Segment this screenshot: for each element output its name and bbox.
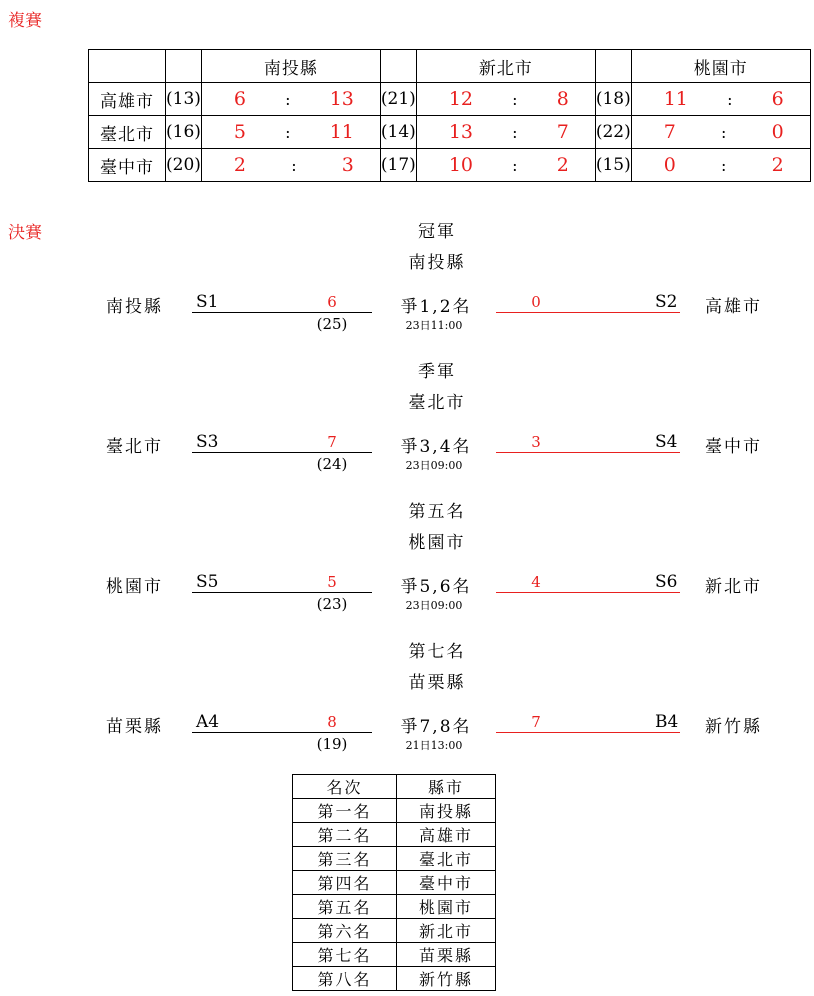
score-b: 2 — [556, 154, 569, 176]
right-seed: S4 — [655, 432, 678, 452]
score-cell — [201, 116, 380, 149]
match-time: 23日11:00 — [405, 319, 463, 332]
left-bracket-line — [192, 732, 372, 733]
right-seed: S6 — [655, 572, 678, 592]
match-label: 爭7,8名 — [400, 717, 472, 737]
place-winner: 臺北市 — [408, 393, 466, 413]
semifinal-title: 複賽 — [8, 11, 42, 31]
left-score: 7 — [327, 433, 337, 451]
rank-cell: 第四名 — [293, 871, 397, 895]
rank-cell: 第七名 — [293, 943, 397, 967]
table-row — [293, 847, 496, 871]
column-header: 縣市 — [397, 775, 496, 799]
semifinal-table — [88, 49, 811, 182]
colon: : — [727, 89, 733, 109]
match-time: 21日13:00 — [405, 739, 463, 752]
game-number: (24) — [316, 455, 348, 473]
match-label: 爭5,6名 — [400, 577, 472, 597]
game-number: (16) — [166, 116, 202, 149]
city-cell: 新北市 — [397, 919, 496, 943]
colon: : — [512, 155, 518, 175]
row-team: 臺北市 — [89, 116, 166, 149]
score-a: 2 — [233, 154, 246, 176]
city-cell: 臺北市 — [397, 847, 496, 871]
score-b: 0 — [771, 121, 784, 143]
game-number: (20) — [166, 149, 202, 182]
score-a: 5 — [233, 121, 246, 143]
table-row — [293, 799, 496, 823]
score-cell — [201, 149, 380, 182]
rank-cell: 第一名 — [293, 799, 397, 823]
right-team: 新北市 — [705, 577, 762, 597]
right-bracket-line — [496, 452, 680, 453]
game-number: (18) — [595, 83, 631, 116]
city-cell: 苗栗縣 — [397, 943, 496, 967]
table-row — [293, 967, 496, 991]
right-seed: B4 — [655, 712, 679, 732]
place-label: 第五名 — [408, 502, 466, 522]
right-team: 高雄市 — [705, 297, 762, 317]
right-bracket-line — [496, 732, 680, 733]
rank-cell: 第八名 — [293, 967, 397, 991]
colon: : — [721, 122, 727, 142]
place-winner: 桃園市 — [408, 533, 466, 553]
score-a: 13 — [448, 121, 473, 143]
score-cell — [631, 116, 810, 149]
left-seed: S1 — [196, 292, 219, 312]
score-cell — [416, 116, 595, 149]
table-row — [293, 895, 496, 919]
right-score: 4 — [531, 573, 541, 591]
colon: : — [285, 122, 291, 142]
left-seed: A4 — [196, 712, 220, 732]
colon: : — [285, 89, 291, 109]
score-b: 8 — [556, 88, 569, 110]
score-cell — [201, 83, 380, 116]
left-team: 臺北市 — [106, 437, 163, 457]
right-score: 0 — [531, 293, 541, 311]
table-row — [293, 919, 496, 943]
rank-cell: 第五名 — [293, 895, 397, 919]
place-winner: 南投縣 — [408, 253, 466, 273]
ranking-table — [292, 774, 496, 991]
left-seed: S5 — [196, 572, 219, 592]
rank-cell: 第六名 — [293, 919, 397, 943]
score-cell — [631, 83, 810, 116]
left-bracket-line — [192, 592, 372, 593]
left-score: 8 — [327, 713, 337, 731]
match-label: 爭1,2名 — [400, 297, 472, 317]
colon: : — [512, 89, 518, 109]
score-b: 13 — [329, 88, 354, 110]
right-score: 7 — [531, 713, 541, 731]
city-cell: 新竹縣 — [397, 967, 496, 991]
left-team: 南投縣 — [106, 297, 163, 317]
score-cell — [416, 83, 595, 116]
left-score: 6 — [327, 293, 337, 311]
row-team: 高雄市 — [89, 83, 166, 116]
column-header: 新北市 — [416, 50, 595, 83]
right-bracket-line — [496, 592, 680, 593]
place-label: 冠軍 — [418, 222, 456, 242]
right-bracket-line — [496, 312, 680, 313]
game-number: (21) — [380, 83, 416, 116]
city-cell: 臺中市 — [397, 871, 496, 895]
left-bracket-line — [192, 452, 372, 453]
left-team: 苗栗縣 — [106, 717, 163, 737]
colon: : — [291, 155, 297, 175]
game-number: (17) — [380, 149, 416, 182]
city-cell: 南投縣 — [397, 799, 496, 823]
column-header: 桃園市 — [631, 50, 810, 83]
left-team: 桃園市 — [106, 577, 163, 597]
score-b: 6 — [771, 88, 784, 110]
final-title: 決賽 — [8, 223, 42, 243]
game-number: (25) — [316, 315, 348, 333]
table-row — [89, 116, 811, 149]
score-b: 3 — [341, 154, 354, 176]
match-time: 23日09:00 — [405, 599, 463, 612]
score-a: 6 — [233, 88, 246, 110]
table-row — [293, 871, 496, 895]
table-row — [89, 149, 811, 182]
city-cell: 桃園市 — [397, 895, 496, 919]
score-b: 11 — [329, 121, 354, 143]
place-label: 季軍 — [418, 362, 456, 382]
score-b: 2 — [771, 154, 784, 176]
game-number: (19) — [316, 735, 348, 753]
place-label: 第七名 — [408, 642, 466, 662]
game-number: (15) — [595, 149, 631, 182]
right-team: 臺中市 — [705, 437, 762, 457]
column-header: 南投縣 — [201, 50, 380, 83]
table-row — [293, 823, 496, 847]
table-row — [89, 83, 811, 116]
game-number: (22) — [595, 116, 631, 149]
colon: : — [721, 155, 727, 175]
ranking-header-row — [293, 775, 496, 799]
left-seed: S3 — [196, 432, 219, 452]
score-cell — [416, 149, 595, 182]
colon: : — [512, 122, 518, 142]
game-number: (14) — [380, 116, 416, 149]
place-winner: 苗栗縣 — [408, 673, 466, 693]
score-a: 11 — [663, 88, 688, 110]
rank-cell: 第二名 — [293, 823, 397, 847]
right-team: 新竹縣 — [705, 717, 762, 737]
right-seed: S2 — [655, 292, 678, 312]
rank-cell: 第三名 — [293, 847, 397, 871]
game-number: (13) — [166, 83, 202, 116]
table-row — [293, 943, 496, 967]
score-cell — [631, 149, 810, 182]
city-cell: 高雄市 — [397, 823, 496, 847]
row-team: 臺中市 — [89, 149, 166, 182]
left-score: 5 — [327, 573, 337, 591]
semifinal-header-row — [89, 50, 811, 83]
match-label: 爭3,4名 — [400, 437, 472, 457]
score-b: 7 — [556, 121, 569, 143]
right-score: 3 — [531, 433, 541, 451]
left-bracket-line — [192, 312, 372, 313]
game-number: (23) — [316, 595, 348, 613]
score-a: 7 — [663, 121, 676, 143]
score-a: 12 — [448, 88, 473, 110]
column-header: 名次 — [293, 775, 397, 799]
score-a: 0 — [663, 154, 676, 176]
score-a: 10 — [448, 154, 473, 176]
match-time: 23日09:00 — [405, 459, 463, 472]
